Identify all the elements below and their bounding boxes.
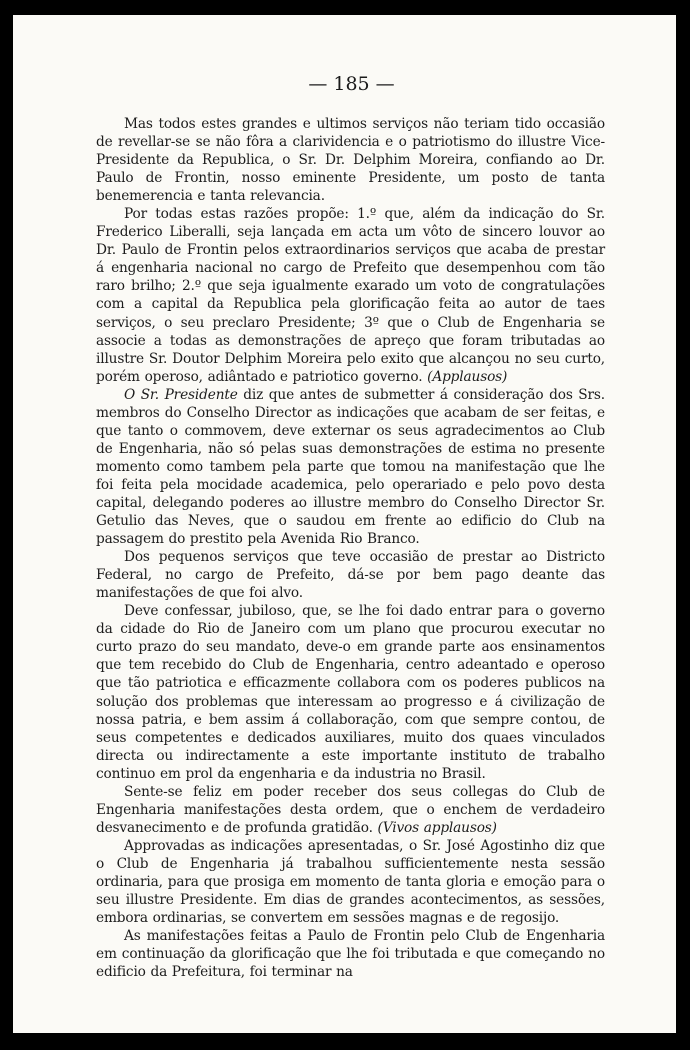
text-run: Mas todos estes grandes e ultimos serviços não teriam tido occasião de revellar-se se não fôra a clarividencia e o patriotismo do illustre Vice-Presidente da Republica, o Sr. Dr. Delphim Moreira, confiando ao Dr. Paulo de Frontin, nosso eminente Presidente, um posto de tanta benemerencia e tanta relevancia. xyxy=(96,116,605,205)
text-run: diz que antes de submetter á consideração dos Srs. membros do Conselho Director as indicações que acabam de ser feitas, e que tanto o commovem, deve externar os seus agradecimentos ao Club de Engenharia, não só pelas suas demonstrações de estima no presente momento como tambem pela parte que tomou na manifestação que lhe foi feita pela mocidade academica, pelo operariado e pelo povo desta capital, delegando poderes ao illustre membro do Conselho Director Sr. Getulio das Neves, que o saudou em frente ao edificio do Club na passagem do prestito pela Avenida Rio Branco. xyxy=(96,386,606,548)
paragraph xyxy=(96,927,605,981)
text-run: Por todas estas razões propõe: 1.º que, além da indicação do Sr. Frederico Liberalli, seja lançada em acta um vôto de sincero louvor ao Dr. Paulo de Frontin pelos extraordinarios serviços que acaba de prestar á engenharia nacional no cargo de Prefeito que desempenhou com tão raro brilho; 2.º que seja igualmente exarado um voto de congratulações com a capital da Republica pela glorificação feita ao autor de taes serviços, o seu preclaro Presidente; 3º que o Club de Engenharia se associe a todas as demonstrações de apreço que foram tributadas ao illustre Sr. Doutor Delphim Moreira pelo exito que alcançou no seu curto, porém operoso, adiântado e patriotico governo. xyxy=(96,206,605,385)
body-text xyxy=(96,115,605,981)
paragraph xyxy=(96,115,605,205)
paragraph xyxy=(96,386,605,548)
paragraph xyxy=(96,205,605,385)
text-run: Approvadas as indicações apresentadas, o Sr. José Agostinho diz que o Club de Engenharia já trabalhou sufficientemente nesta sessão ordinaria, para que prosiga em momento de tanta gloria e emoção para o seu illustre Presidente. Em dias de grandes acontecimentos, as sessões, embora ordinarias, se convertem em sessões magnas e de regosijo. xyxy=(96,837,605,927)
italic-run: (Vivos applausos) xyxy=(377,819,497,836)
text-run: Dos pequenos serviços que teve occasião de prestar ao Districto Federal, no cargo de Prefeito, dá-se por bem pago deante das manifestações de que foi alvo. xyxy=(96,549,605,602)
page-number: — 185 — xyxy=(308,73,395,95)
paragraph xyxy=(96,602,605,782)
paragraph xyxy=(96,548,605,602)
text-run: Deve confessar, jubiloso, que, se lhe foi dado entrar para o governo da cidade do Rio de Janeiro com um plano que procurou executar no curto prazo do seu mandato, deve-o em grande parte aos ensinamentos que tem recebido do Club de Engenharia, centro adeantado e operoso que tão patriotica e efficazmente collabora com os poderes publicos na solução dos problemas que interessam ao progresso e á civilização de nossa patria, e bem assim á collaboração, com que sempre contou, de seus competentes e dedicados auxiliares, muito dos quaes vinculados directa ou indirectamente a este importante instituto de trabalho continuo em prol da engenharia e da industria no Brasil. xyxy=(96,603,605,782)
scanned-page xyxy=(13,15,676,1033)
italic-run: O Sr. Presidente xyxy=(124,386,238,403)
text-run: As manifestações feitas a Paulo de Frontin pelo Club de Engenharia em continuação da glorificação que lhe foi tributada e que começando no edificio da Prefeitura, foi terminar na xyxy=(96,928,605,981)
paragraph xyxy=(96,837,605,927)
text-run: Sente-se feliz em poder receber dos seus collegas do Club de Engenharia manifestações desta ordem, que o enchem de verdadeiro desvanecimento e de profunda gratidão. xyxy=(96,783,605,836)
paragraph xyxy=(96,783,605,837)
italic-run: (Applausos) xyxy=(427,368,508,385)
